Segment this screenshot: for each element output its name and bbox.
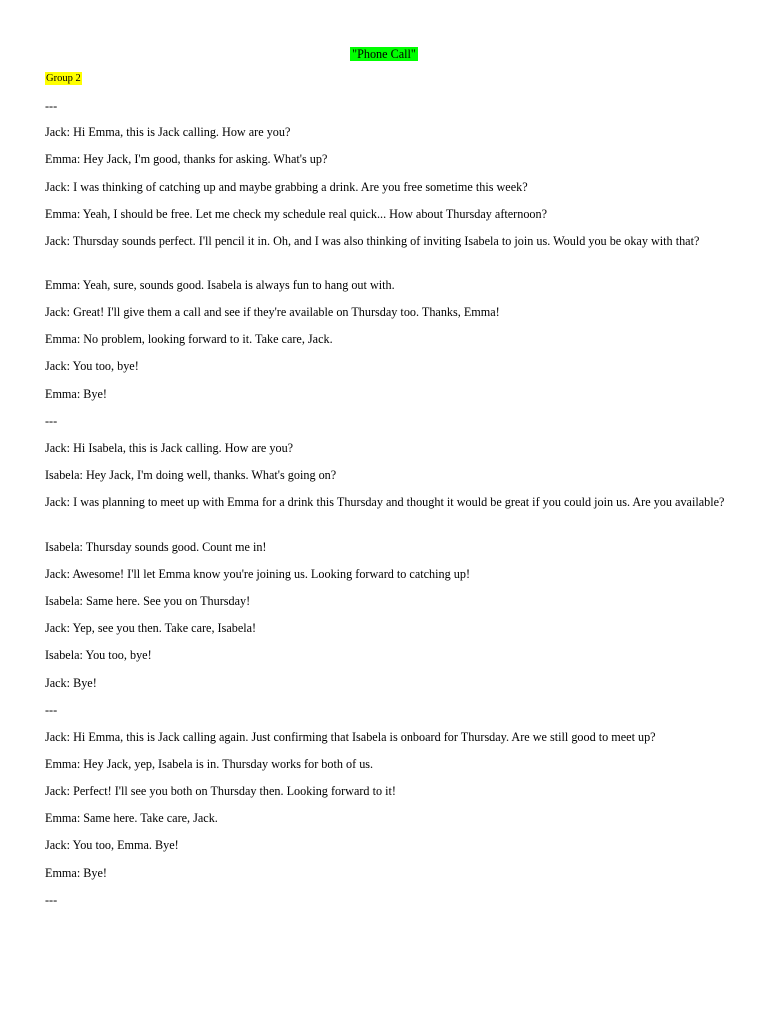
dialogue-line: Emma: Yeah, sure, sounds good. Isabela is always fun to hang out with. bbox=[45, 278, 395, 292]
separator-line: --- bbox=[45, 414, 58, 428]
dialogue-line: Jack: Perfect! I'll see you both on Thursday then. Looking forward to it! bbox=[45, 784, 396, 798]
dialogue-line: Emma: Yeah, I should be free. Let me check my schedule real quick... How about Thursday afternoon? bbox=[45, 207, 548, 221]
dialogue-line: Jack: Awesome! I'll let Emma know you're joining us. Looking forward to catching up! bbox=[45, 567, 471, 581]
dialogue-line: Jack: Hi Isabela, this is Jack calling. How are you? bbox=[45, 441, 294, 455]
dialogue-line: Jack: Great! I'll give them a call and see if they're available on Thursday too. Thanks, Emma! bbox=[45, 305, 500, 319]
dialogue-line: Jack: Hi Emma, this is Jack calling again. Just confirming that Isabela is onboard for Thursday. Are we still good to meet up? bbox=[45, 730, 656, 744]
dialogue-line: Emma: Hey Jack, yep, Isabela is in. Thursday works for both of us. bbox=[45, 757, 374, 771]
dialogue-line: Jack: Hi Emma, this is Jack calling. How are you? bbox=[45, 125, 291, 139]
dialogue-line: Emma: No problem, looking forward to it. Take care, Jack. bbox=[45, 332, 333, 346]
dialogue-line: Jack: You too, Emma. Bye! bbox=[45, 838, 179, 852]
dialogue-line: Emma: Bye! bbox=[45, 387, 107, 401]
separator-line: --- bbox=[45, 893, 58, 907]
dialogue-line: Jack: You too, bye! bbox=[45, 359, 139, 373]
group-label: Group 2 bbox=[46, 73, 81, 84]
dialogue-line: Jack: Thursday sounds perfect. I'll pencil it in. Oh, and I was also thinking of inviting Isabela to join us. Would you be okay with that? bbox=[45, 234, 700, 248]
dialogue-line: Jack: Yep, see you then. Take care, Isabela! bbox=[45, 621, 257, 635]
dialogue-line: Jack: I was planning to meet up with Emma for a drink this Thursday and thought it would be great if you could join us. Are you available? bbox=[45, 495, 725, 509]
dialogue-line: Isabela: Same here. See you on Thursday! bbox=[45, 594, 251, 608]
dialogue-line: Isabela: Thursday sounds good. Count me in! bbox=[45, 540, 267, 554]
separator-line: --- bbox=[45, 703, 58, 717]
dialogue-line: Emma: Hey Jack, I'm good, thanks for asking. What's up? bbox=[45, 152, 328, 166]
document-title: "Phone Call" bbox=[352, 47, 416, 61]
dialogue-line: Emma: Bye! bbox=[45, 866, 107, 880]
dialogue-line: Isabela: You too, bye! bbox=[45, 648, 152, 662]
dialogue-line: Isabela: Hey Jack, I'm doing well, thanks. What's going on? bbox=[45, 468, 337, 482]
dialogue-line: Jack: Bye! bbox=[45, 676, 97, 690]
separator-line: --- bbox=[45, 99, 58, 113]
dialogue-line: Jack: I was thinking of catching up and maybe grabbing a drink. Are you free sometime this week? bbox=[45, 180, 528, 194]
dialogue-line: Emma: Same here. Take care, Jack. bbox=[45, 811, 218, 825]
title-row bbox=[0, 46, 768, 62]
